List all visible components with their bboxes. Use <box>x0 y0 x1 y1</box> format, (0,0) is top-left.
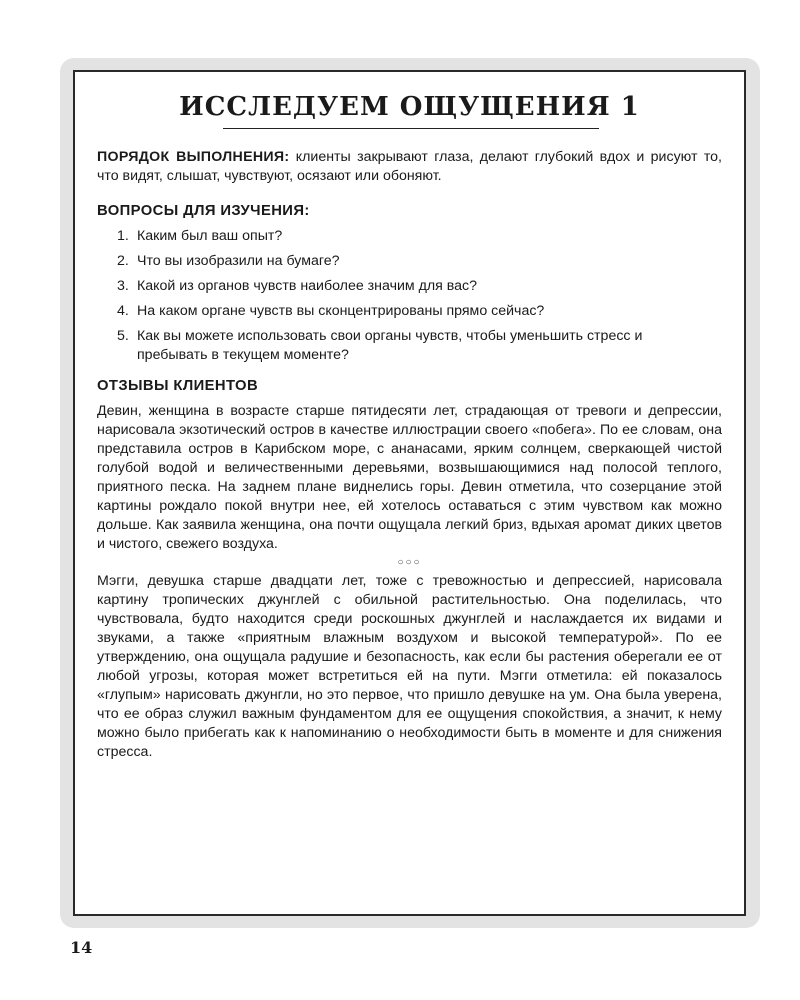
questions-list <box>97 227 722 365</box>
procedure-text: клиенты закрывают глаза, делают глубокий вдох и рисуют то, что видят, слышат, чувствуют, осязают или обоняют. <box>97 149 722 184</box>
questions-heading: ВОПРОСЫ ДЛЯ ИЗУЧЕНИЯ: <box>97 203 310 219</box>
exercise-box <box>73 70 746 916</box>
list-item <box>117 252 722 271</box>
feedback-paragraph-maggie: Мэгги, девушка старше двадцати лет, тоже с тревожностью и депрессией, нарисовала картину тропических джунглей с обильной растительностью. Она поделилась, что чувствовала, будто находится среди роскошных джунглей и наслаждается их видами и звуками, а также «приятным влажным воздухом и высокой температурой». По ее утверждению, она ощущала радушие и безопасность, как если бы растения оберегали ее от любой угрозы, которая может встретиться ей на пути. Мэгги отметила: ей показалось «глупым» нарисовать джунгли, но это первое, что пришло девушке на ум. Она была уверена, что ее образ служил важным фундаментом для ее ощущения спокойствия, а значит, к нему можно было прибегать как к напоминанию о необходимости быть в моменте и для снижения стресса. <box>97 573 722 760</box>
question-number: 2. <box>117 253 129 269</box>
question-number: 4. <box>117 303 129 319</box>
feedback-paragraph-devin: Девин, женщина в возрасте старше пятидесяти лет, страдающая от тревоги и депрессии, нарисовала экзотический остров в качестве иллюстрации своего «побега». По ее словам, она представила остров в Карибском море, с ананасами, ярким солнцем, сверкающей чистой голубой водой и величественными деревьями, возвышающимися над полосой теплого, приятного песка. На заднем плане виднелись горы. Девин отметила, что созерцание этой картины рождало покой внутри нее, ей хотелось оставаться с этим чувством как можно дольше. Как заявила женщина, она почти ощущала легкий бриз, вдыхая аромат диких цветов и чистого, свежего воздуха. <box>97 403 722 552</box>
title-underline <box>223 128 599 129</box>
procedure-label: ПОРЯДОК ВЫПОЛНЕНИЯ: <box>97 149 290 165</box>
exercise-content <box>97 148 722 762</box>
list-item <box>117 327 722 365</box>
list-item <box>117 302 722 321</box>
question-text: Каким был ваш опыт? <box>137 228 283 244</box>
page-number: 14 <box>70 938 93 957</box>
question-text: Как вы можете использовать свои органы чувств, чтобы уменьшить стресс и пребывать в текущем моменте? <box>137 328 643 363</box>
question-number: 3. <box>117 278 129 294</box>
list-item <box>117 227 722 246</box>
page-title: ИССЛЕДУЕМ ОЩУЩЕНИЯ 1 <box>179 92 640 122</box>
feedback-heading: ОТЗЫВЫ КЛИЕНТОВ <box>97 378 259 394</box>
list-item <box>117 277 722 296</box>
question-text: Какой из органов чувств наиболее значим для вас? <box>137 278 478 294</box>
question-text: Что вы изобразили на бумаге? <box>137 253 340 269</box>
section-separator: ○○○ <box>397 557 422 568</box>
question-number: 5. <box>117 328 129 344</box>
procedure-paragraph <box>97 148 722 186</box>
question-number: 1. <box>117 228 129 244</box>
question-text: На каком органе чувств вы сконцентрированы прямо сейчас? <box>137 303 545 319</box>
